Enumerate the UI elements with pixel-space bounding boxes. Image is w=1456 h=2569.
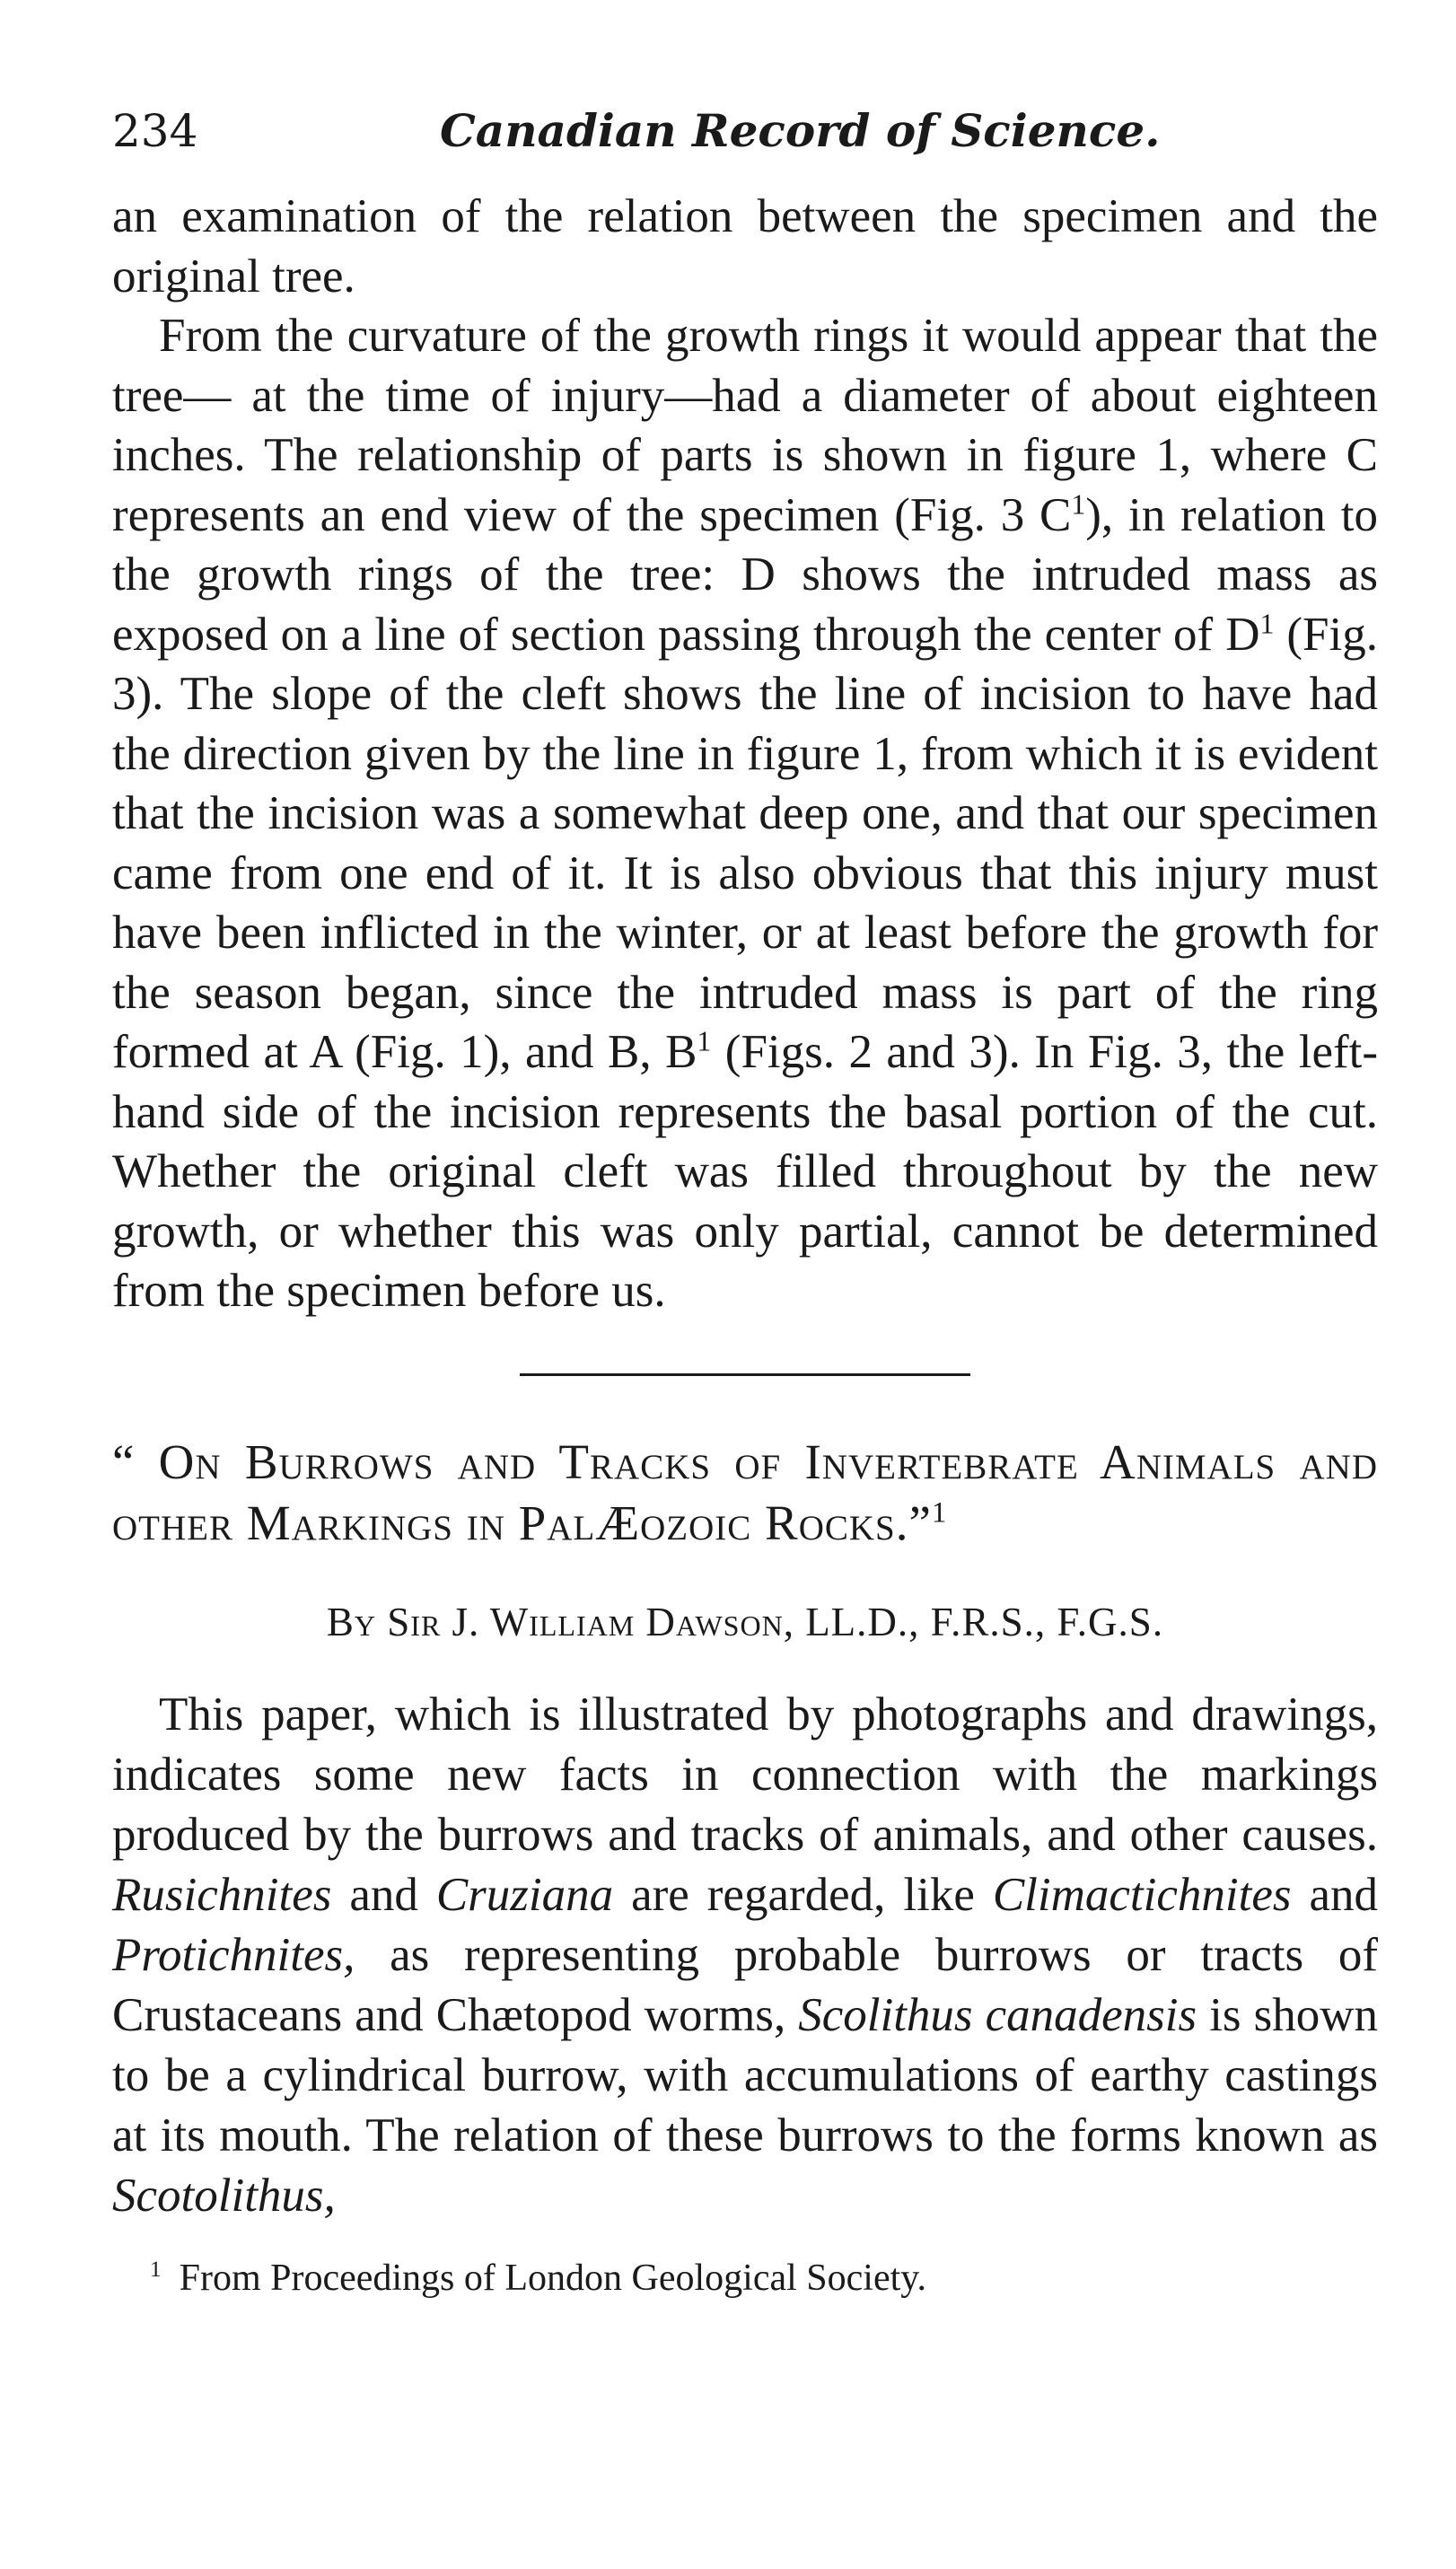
article-title [112,1432,1378,1554]
footnote-text: From Proceedings of London Geological Society. [179,2257,927,2299]
taxon-name: Scolithus canadensis [798,1988,1197,2041]
section-divider [520,1373,970,1376]
abstract-text: and [1291,1868,1379,1921]
paragraph-text: (Figs. 2 and 3). In Fig. 3, the left-hand side of the incision represents the basal portion of the cut. Whether the original cleft was filled throughout by the new growth, or whether this was only partial, cannot be determined from the specimen before us. [112,1026,1378,1317]
superscript: 1 [1071,487,1086,520]
footnote-reference: 1 [931,1496,948,1530]
abstract-text: This paper, which is illustrated by photographs and drawings, indicates some new facts in connection with the markings produced by the burrows and tracks of animals, and other causes. [112,1688,1378,1861]
abstract-paragraph [112,1685,1378,2226]
article-title-text: “ On Burrows and Tracks of Invertebrate Animals and other Markings in PalÆozoic Rocks.” [112,1434,1378,1550]
paragraph-growth-rings [112,306,1378,1321]
page-number: 234 [112,105,198,157]
byline: By Sir J. William Dawson, LL.D., F.R.S., F.G.S. [326,1599,1164,1644]
footnote [112,2253,1378,2303]
abstract-text: are regarded, like [613,1868,993,1921]
superscript: 1 [697,1025,712,1057]
superscript: 1 [1259,607,1275,639]
taxon-name: Rusichnites [112,1868,332,1921]
taxon-name: Climactichnites [992,1868,1292,1921]
journal-title: Canadian Record of Science. [440,104,1161,157]
page [112,101,1378,2303]
abstract-text: is shown to be a cylindrical burrow, with accumulations of earthy castings at its mouth. The relation of these burrows to the forms known as [112,1988,1378,2161]
continued-paragraph: an examination of the relation between the specimen and the original tree. [112,190,1378,302]
abstract-text: as representing probable burrows or tracts of Crustaceans and Chætopod worms, [112,1928,1378,2041]
paragraph-text: ), in relation to the growth rings of the tree: D shows the intruded mass as exposed on a line of section passing through the center of D [112,488,1378,661]
abstract-text: and [331,1868,436,1921]
running-head [112,101,1378,162]
taxon-name: Protichnites, [112,1928,355,1981]
taxon-name: Cruziana [435,1868,614,1921]
footnote-mark: 1 [150,2257,162,2282]
taxon-name: Scotolithus, [112,2169,336,2222]
paragraph-text: From the curvature of the growth rings it would appear that the tree— at the time of injury—had a diameter of about eighteen inches. The relationship of parts is shown in figure 1, where C represents an end view of the specimen (Fig. 3 C [112,310,1378,541]
paragraph-text: (Fig. 3). The slope of the cleft shows the line of incision to have had the direction given by the line in figure 1, from which it is evident that the incision was a somewhat deep one, and that our specimen came from one end of it. It is also obvious that this injury must have been inflicted in the winter, or at least before the growth for the season began, since the intruded mass is part of the ring formed at A (Fig. 1), and B, B [112,608,1378,1078]
